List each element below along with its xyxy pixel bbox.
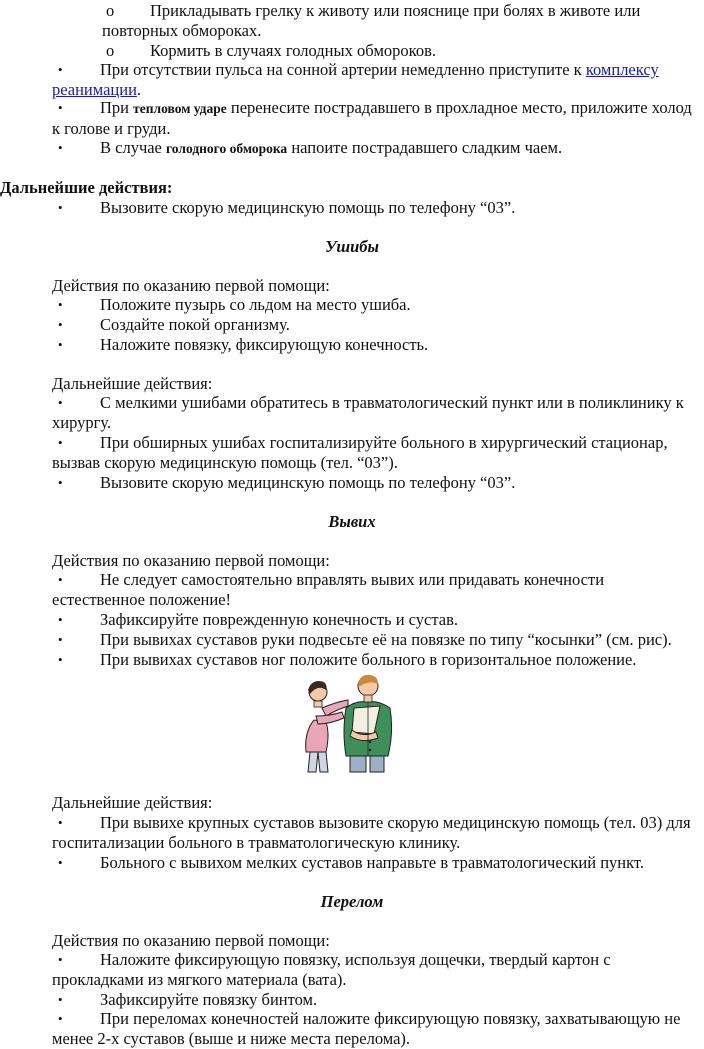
- list-item: • Положите пузырь со льдом на место ушиба.: [58, 295, 411, 314]
- aid-label: Действия по оказанию первой помощи:: [52, 276, 330, 295]
- further-actions-heading: Дальнейшие действия:: [0, 178, 173, 197]
- bullet: •: [58, 100, 63, 115]
- list-item: • Наложите фиксирующую повязку, используя дощечки, твердый картон с прокладками из мягкого материала (вата).: [52, 950, 611, 989]
- list-item: • При вывихах суставов руки подвесьте её на повязке по типу “косынки” (см. рис).: [58, 630, 672, 649]
- aid-label: Действия по оказанию первой помощи:: [52, 551, 330, 570]
- list-item: • Вызовите скорую медицинскую помощь по телефону “03”.: [58, 198, 516, 217]
- section-title-dislocation: Вывих: [328, 512, 376, 531]
- list-item: • При вывихах суставов ног положите больного в горизонтальное положение.: [58, 650, 637, 669]
- sub-item: [102, 41, 692, 61]
- list-item: • С мелкими ушибами обратитесь в травматологический пункт или в поликлинику к хирургу.: [52, 393, 684, 432]
- bullet: •: [58, 140, 63, 155]
- list-item: • При переломах конечностей наложите фиксирующую повязку, захватывающую не менее 2-х суставов (выше и ниже места перелома).: [52, 1009, 681, 1048]
- sub-bullet: o: [106, 41, 115, 60]
- list-item: • Зафиксируйте поврежденную конечность и сустав.: [58, 610, 458, 629]
- list-item: • Зафиксируйте повязку бинтом.: [58, 990, 318, 1009]
- list-item: • Наложите повязку, фиксирующую конечность.: [58, 335, 429, 354]
- list-item: • Создайте покой организму.: [58, 315, 290, 334]
- list-item: • При вывихе крупных суставов вызовите скорую медицинскую помощь (тел. 03) для госпитализации больного в травматологическую клинику.: [52, 813, 691, 852]
- resuscitation-link[interactable]: комплексу реанимации: [52, 60, 659, 99]
- hunger-faint-term: голодного обморока: [166, 141, 288, 156]
- list-item-hunger: • В случае голодного обморока напоите пострадавшего сладким чаем.: [58, 138, 563, 157]
- list-item: • При обширных ушибах госпитализируйте больного в хирургический стационар, вызвав скорую медицинскую помощь (тел. “03”).: [52, 433, 668, 472]
- list-item-heatstroke: • При тепловом ударе перенесите пострадавшего в прохладное место, приложите холод к голове и груди.: [52, 98, 692, 138]
- further-actions-label: Дальнейшие действия:: [52, 793, 213, 812]
- bullet: •: [58, 62, 63, 77]
- sub-bullet: o: [106, 1, 115, 20]
- sub-item-text: Кормить в случаях голодных обмороков.: [150, 41, 436, 60]
- list-item: • Вызовите скорую медицинскую помощь по телефону “03”.: [58, 473, 516, 492]
- further-actions-label: Дальнейшие действия:: [52, 374, 213, 393]
- section-title-fracture: Перелом: [320, 892, 384, 911]
- heatstroke-term: тепловом ударе: [133, 101, 227, 116]
- section-title-bruises: Ушибы: [325, 237, 379, 256]
- list-item: • Больного с вывихом мелких суставов направьте в травматологический пункт.: [58, 853, 645, 872]
- sling-bandage-illustration: [296, 672, 412, 776]
- sub-item-text: Прикладывать грелку к животу или пояснице при болях в животе или повторных обмороках.: [102, 1, 641, 40]
- aid-label: Действия по оказанию первой помощи:: [52, 931, 330, 950]
- list-item: • Не следует самостоятельно вправлять вывих или придавать конечности естественное положение!: [52, 570, 605, 609]
- pulse-text: При отсутствии пульса на сонной артерии немедленно приступите к: [100, 60, 586, 79]
- list-item-pulse: • При отсутствии пульса на сонной артерии немедленно приступите к комплексу реанимации.: [52, 60, 659, 99]
- sub-item: [102, 1, 692, 41]
